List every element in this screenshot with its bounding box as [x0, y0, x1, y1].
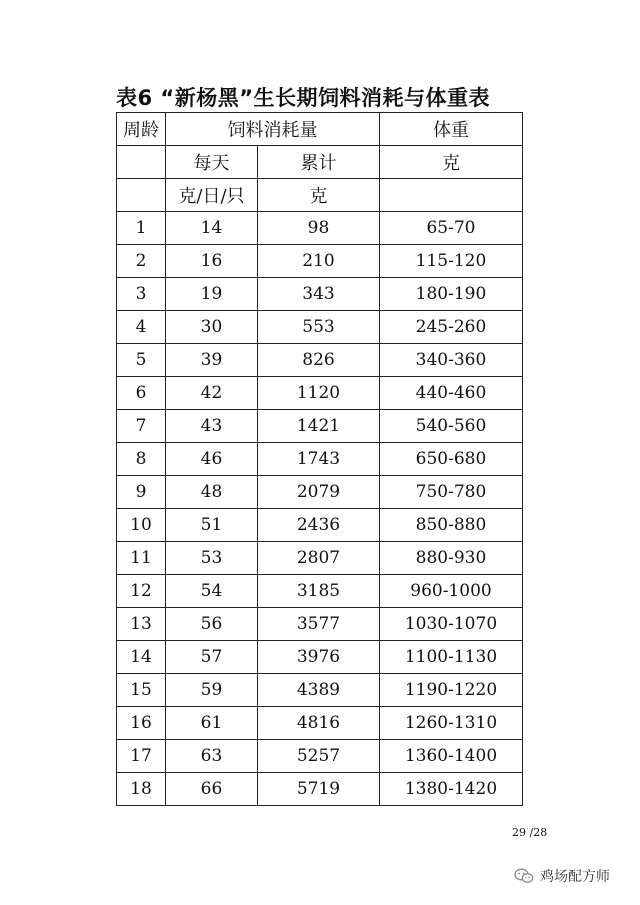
brand-watermark: [514, 866, 610, 886]
cumulative-feed-cell: 553: [258, 311, 380, 344]
daily-feed-cell: 56: [166, 608, 258, 641]
weight-cell: 180-190: [380, 278, 523, 311]
table-row: [117, 212, 523, 245]
header-row-3: [117, 179, 523, 212]
daily-feed-cell: 51: [166, 509, 258, 542]
week-cell: 12: [117, 575, 166, 608]
header-weight: 体重: [380, 113, 523, 146]
daily-feed-cell: 19: [166, 278, 258, 311]
daily-feed-cell: 63: [166, 740, 258, 773]
week-cell: 3: [117, 278, 166, 311]
weight-cell: 850-880: [380, 509, 523, 542]
daily-feed-cell: 61: [166, 707, 258, 740]
header-week: 周龄: [117, 113, 166, 146]
daily-feed-cell: 39: [166, 344, 258, 377]
daily-feed-cell: 14: [166, 212, 258, 245]
weight-cell: 540-560: [380, 410, 523, 443]
week-cell: 14: [117, 641, 166, 674]
table-row: [117, 278, 523, 311]
weight-cell: 440-460: [380, 377, 523, 410]
header-cumulative-unit: 克: [258, 179, 380, 212]
table-row: [117, 509, 523, 542]
week-cell: 7: [117, 410, 166, 443]
cumulative-feed-cell: 4389: [258, 674, 380, 707]
cumulative-feed-cell: 1120: [258, 377, 380, 410]
weight-cell: 1190-1220: [380, 674, 523, 707]
daily-feed-cell: 48: [166, 476, 258, 509]
table-row: [117, 344, 523, 377]
cumulative-feed-cell: 2807: [258, 542, 380, 575]
weight-cell: 1360-1400: [380, 740, 523, 773]
week-cell: 15: [117, 674, 166, 707]
weight-cell: 115-120: [380, 245, 523, 278]
week-cell: 5: [117, 344, 166, 377]
table-row: [117, 575, 523, 608]
table-row: [117, 245, 523, 278]
header-row-1: [117, 113, 523, 146]
cumulative-feed-cell: 5257: [258, 740, 380, 773]
header-daily: 每天: [166, 146, 258, 179]
daily-feed-cell: 16: [166, 245, 258, 278]
cumulative-feed-cell: 4816: [258, 707, 380, 740]
header-empty-cell: [117, 146, 166, 179]
weight-cell: 960-1000: [380, 575, 523, 608]
table-row: [117, 740, 523, 773]
brand-name: 鸡场配方师: [540, 869, 610, 885]
wechat-icon: [514, 868, 534, 884]
daily-feed-cell: 42: [166, 377, 258, 410]
weight-cell: 1380-1420: [380, 773, 523, 806]
header-daily-unit: 克/日/只: [166, 179, 258, 212]
cumulative-feed-cell: 2436: [258, 509, 380, 542]
feed-weight-table: [116, 112, 523, 806]
cumulative-feed-cell: 210: [258, 245, 380, 278]
header-row-2: [117, 146, 523, 179]
header-cumulative: 累计: [258, 146, 380, 179]
table-row: [117, 476, 523, 509]
week-cell: 2: [117, 245, 166, 278]
header-feed-consumption: 饲料消耗量: [166, 113, 380, 146]
weight-cell: 245-260: [380, 311, 523, 344]
week-cell: 10: [117, 509, 166, 542]
daily-feed-cell: 43: [166, 410, 258, 443]
cumulative-feed-cell: 1743: [258, 443, 380, 476]
header-empty-cell: [380, 179, 523, 212]
page-number: 29 /28: [512, 826, 548, 839]
table-title: 表6 “新杨黑”生长期饲料消耗与体重表: [116, 86, 491, 110]
cumulative-feed-cell: 3185: [258, 575, 380, 608]
weight-cell: 340-360: [380, 344, 523, 377]
weight-cell: 650-680: [380, 443, 523, 476]
week-cell: 18: [117, 773, 166, 806]
week-cell: 9: [117, 476, 166, 509]
table-row: [117, 773, 523, 806]
table-row: [117, 674, 523, 707]
cumulative-feed-cell: 3577: [258, 608, 380, 641]
cumulative-feed-cell: 2079: [258, 476, 380, 509]
header-empty-cell: [117, 179, 166, 212]
week-cell: 4: [117, 311, 166, 344]
cumulative-feed-cell: 826: [258, 344, 380, 377]
cumulative-feed-cell: 343: [258, 278, 380, 311]
daily-feed-cell: 54: [166, 575, 258, 608]
table-row: [117, 608, 523, 641]
header-weight-unit: 克: [380, 146, 523, 179]
table-row: [117, 377, 523, 410]
weight-cell: 880-930: [380, 542, 523, 575]
daily-feed-cell: 59: [166, 674, 258, 707]
week-cell: 16: [117, 707, 166, 740]
weight-cell: 750-780: [380, 476, 523, 509]
cumulative-feed-cell: 98: [258, 212, 380, 245]
weight-cell: 1030-1070: [380, 608, 523, 641]
table-row: [117, 443, 523, 476]
table-row: [117, 311, 523, 344]
week-cell: 1: [117, 212, 166, 245]
table-row: [117, 410, 523, 443]
weight-cell: 1260-1310: [380, 707, 523, 740]
cumulative-feed-cell: 1421: [258, 410, 380, 443]
daily-feed-cell: 57: [166, 641, 258, 674]
weight-cell: 1100-1130: [380, 641, 523, 674]
daily-feed-cell: 30: [166, 311, 258, 344]
week-cell: 8: [117, 443, 166, 476]
cumulative-feed-cell: 3976: [258, 641, 380, 674]
table-row: [117, 542, 523, 575]
week-cell: 6: [117, 377, 166, 410]
week-cell: 17: [117, 740, 166, 773]
table-row: [117, 641, 523, 674]
daily-feed-cell: 53: [166, 542, 258, 575]
daily-feed-cell: 66: [166, 773, 258, 806]
table-row: [117, 707, 523, 740]
cumulative-feed-cell: 5719: [258, 773, 380, 806]
weight-cell: 65-70: [380, 212, 523, 245]
week-cell: 11: [117, 542, 166, 575]
daily-feed-cell: 46: [166, 443, 258, 476]
week-cell: 13: [117, 608, 166, 641]
